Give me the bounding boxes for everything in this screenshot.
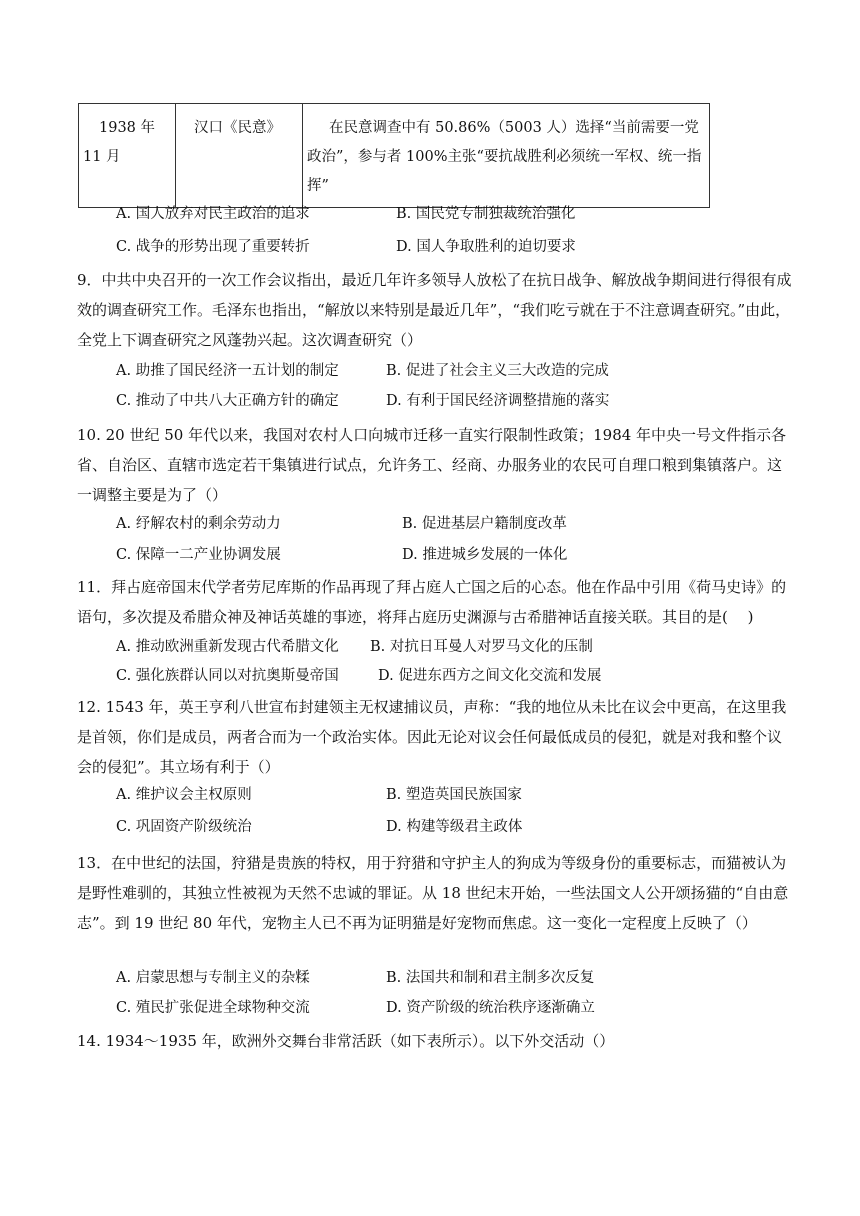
q9-option-d: D. 有利于国民经济调整措施的落实 (386, 393, 610, 409)
q13-option-c: C. 殖民扩张促进全球物种交流 (116, 1000, 310, 1016)
q12-option-b: B. 塑造英国民族国家 (386, 787, 522, 803)
table-cell-source: 汉口《民意》 (176, 104, 303, 208)
question-13 (77, 848, 792, 938)
question-9-stem: 9．中共中央召开的一次工作会议指出，最近几年许多领导人放松了在抗日战争、解放战争期间进行得很有成效的调查研究工作。毛泽东也指出，“解放以来特别是最近几年”，“我们吃亏就在于不注意调查研究。”由此，全党上下调查研究之风蓬勃兴起。这次调查研究（） (77, 271, 792, 349)
q9-option-a: A. 助推了国民经济一五计划的制定 (116, 363, 339, 379)
q8-option-c: C. 战争的形势出现了重要转折 (116, 239, 310, 255)
q13-option-a: A. 启蒙思想与专制主义的杂糅 (116, 970, 310, 986)
question-14 (77, 1026, 792, 1056)
q12-option-a: A. 维护议会主权原则 (116, 787, 252, 803)
q11-option-c: C. 强化族群认同以对抗奥斯曼帝国 (116, 668, 339, 684)
question-11-stem: 11．拜占庭帝国末代学者劳尼库斯的作品再现了拜占庭人亡国之后的心态。他在作品中引用《荷马史诗》的语句，多次提及希腊众神及神话英雄的事迹，将拜占庭历史渊源与古希腊神话直接关联。其目的是( ) (77, 578, 787, 626)
q10-option-d: D. 推进城乡发展的一体化 (402, 547, 568, 563)
question-13-stem: 13．在中世纪的法国，狩猎是贵族的特权，用于狩猎和守护主人的狗成为等级身份的重要标志，而猫被认为是野性难驯的，其独立性被视为天然不忠诚的罪证。从 18 世纪末开始，一些法国文人公开颂扬猫的“自由意志”。到 19 世纪 80 年代，宠物主人已不再为证明猫是好宠物而焦虑。这一变化一定程度上反映了（） (77, 854, 789, 932)
question-11 (77, 572, 792, 632)
question-12 (77, 692, 792, 782)
q9-option-c: C. 推动了中共八大正确方针的确定 (116, 393, 339, 409)
q8-option-d: D. 国人争取胜利的迫切要求 (396, 239, 576, 255)
table-cell-content: 在民意调查中有 50.86%（5003 人）选择“当前需要一党政治”，参与者 100%主张“要抗战胜利必须统一军权、统一指挥” (303, 104, 710, 208)
q10-option-c: C. 保障一二产业协调发展 (116, 547, 281, 563)
q13-option-b: B. 法国共和制和君主制多次反复 (386, 970, 595, 986)
q10-option-a: A. 纾解农村的剩余劳动力 (116, 516, 281, 532)
q13-option-d: D. 资产阶级的统治秩序逐渐确立 (386, 1000, 595, 1016)
q12-option-d: D. 构建等级君主政体 (386, 819, 523, 835)
q8-option-a: A. 国人放弃对民主政治的追求 (116, 206, 310, 222)
q8-option-b: B. 国民党专制独裁统治强化 (396, 206, 576, 222)
question-12-stem: 12. 1543 年，英王亨利八世宣布封建领主无权逮捕议员，声称：“我的地位从未比在议会中更高，在这里我是首领，你们是成员，两者合而为一个政治实体。因此无论对议会任何最低成员的侵犯，就是对我和整个议会的侵犯”。其立场有利于（） (77, 698, 787, 776)
q11-option-a: A. 推动欧洲重新发现古代希腊文化 (116, 639, 339, 655)
question-10 (77, 420, 792, 510)
q11-option-d: D. 促进东西方之间文化交流和发展 (378, 668, 602, 684)
q10-option-b: B. 促进基层户籍制度改革 (402, 516, 567, 532)
question-14-stem: 14. 1934～1935 年，欧洲外交舞台非常活跃（如下表所示）。以下外交活动（） (77, 1032, 615, 1050)
q11-option-b: B. 对抗日耳曼人对罗马文化的压制 (370, 639, 593, 655)
q9-option-b: B. 促进了社会主义三大改造的完成 (386, 363, 609, 379)
table-cell-date: 1938 年 11 月 (79, 104, 176, 208)
table-row (79, 104, 710, 208)
question-10-stem: 10. 20 世纪 50 年代以来，我国对农村人口向城市迁移一直实行限制性政策；1984 年中央一号文件指示各省、自治区、直辖市选定若干集镇进行试点，允许务工、经商、办服务业的农民可自理口粮到集镇落户。这一调整主要是为了（） (77, 426, 787, 504)
q12-option-c: C. 巩固资产阶级统治 (116, 819, 252, 835)
question-9 (77, 265, 792, 355)
survey-table (78, 103, 710, 208)
